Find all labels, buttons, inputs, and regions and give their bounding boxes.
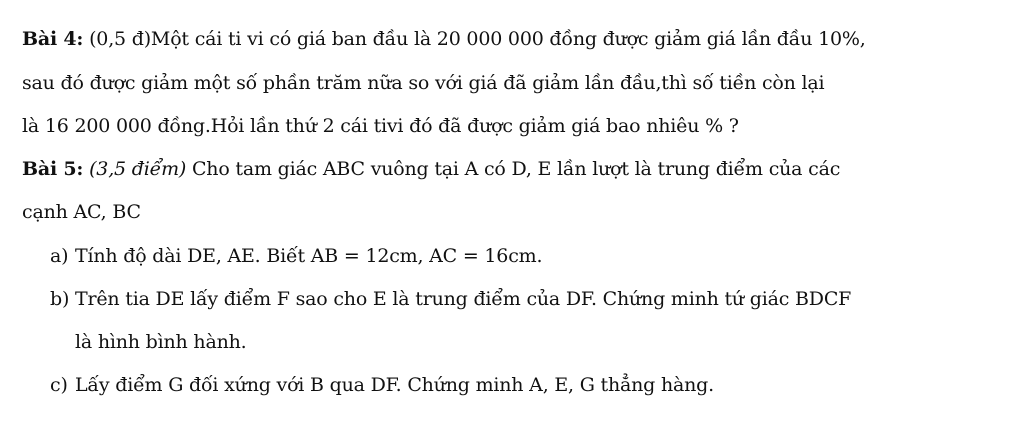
- item-b-text: Trên tia DE lấy điểm F sao cho E là trung điểm của DF. Chứng minh tứ giác BDCF: [75, 288, 852, 310]
- bai5-text-1: Cho tam giác ABC vuông tại A có D, E lần lượt là trung điểm của các: [186, 158, 841, 180]
- bai4-text-1: (0,5 đ)Một cái ti vi có giá ban đầu là 20 000 000 đồng được giảm giá lần đầu 10%,: [89, 28, 866, 50]
- bai4-line-1: [22, 27, 866, 51]
- bai5-line-2: cạnh AC, BC: [22, 201, 141, 223]
- item-c-text: Lấy điểm G đối xứng với B qua DF. Chứng minh A, E, G thẳng hàng.: [75, 374, 714, 396]
- item-c-label: c): [50, 374, 68, 396]
- item-b-label: b): [50, 288, 70, 310]
- bai5-item-b-continuation: là hình bình hành.: [75, 331, 247, 353]
- item-a-label: a): [50, 245, 69, 267]
- bai5-item-c: [50, 373, 714, 397]
- bai4-line-2: sau đó được giảm một số phần trăm nữa so với giá đã giảm lần đầu,thì số tiền còn lại: [22, 72, 825, 94]
- bai5-line-1: [22, 157, 840, 181]
- bai5-points: (3,5 điểm): [89, 158, 187, 180]
- bai5-label: Bài 5:: [22, 158, 84, 180]
- item-a-text: Tính độ dài DE, AE. Biết AB = 12cm, AC = 16cm.: [75, 245, 543, 267]
- bai4-line-3: là 16 200 000 đồng.Hỏi lần thứ 2 cái tivi đó đã được giảm giá bao nhiêu % ?: [22, 115, 739, 137]
- bai5-item-a: [50, 244, 542, 268]
- bai4-label: Bài 4:: [22, 28, 84, 50]
- bai5-item-b: [50, 287, 851, 311]
